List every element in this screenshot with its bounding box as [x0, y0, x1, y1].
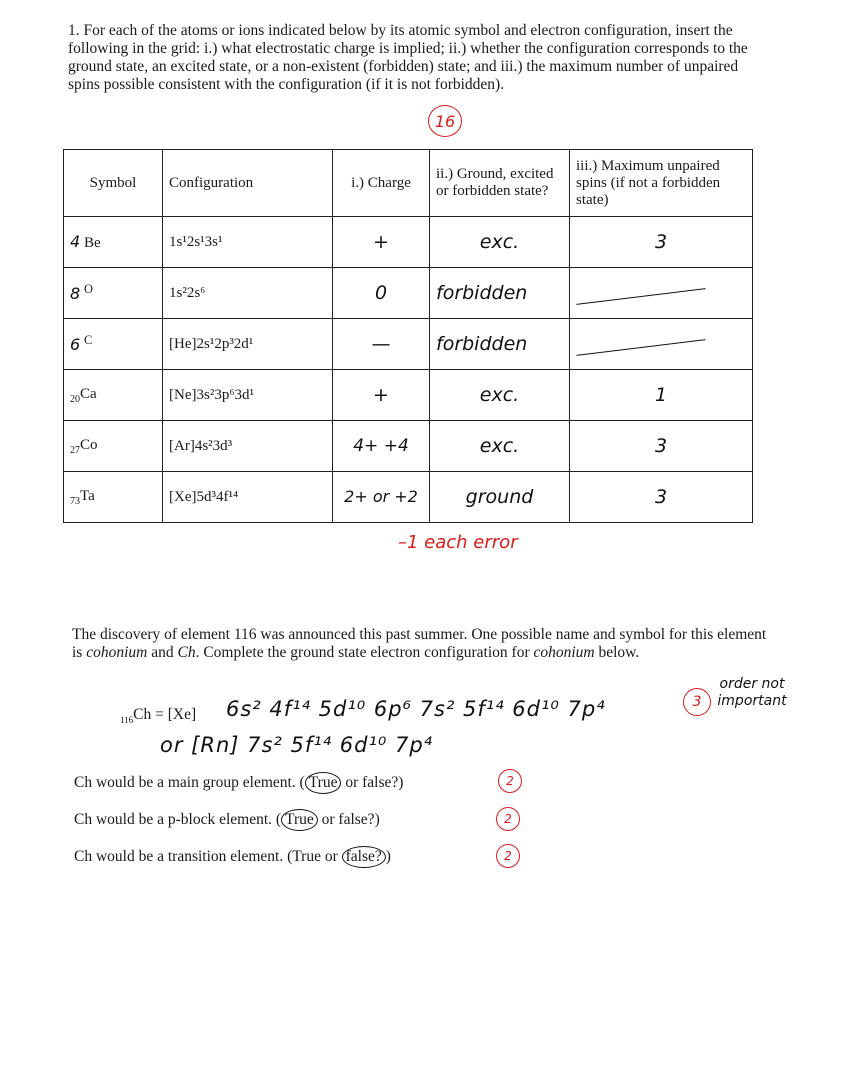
charge-cell: +	[333, 370, 430, 421]
element-symbol: Be	[83, 235, 101, 251]
spins-cell: 1	[570, 370, 753, 421]
state-cell: ground	[430, 472, 570, 523]
circled-answer: True	[305, 772, 342, 794]
charge-cell: 0	[333, 268, 430, 319]
order-note: order not important	[717, 676, 787, 709]
question-2-text-d: below.	[594, 644, 640, 661]
atomic-number: 8	[70, 284, 81, 303]
element-symbol: Ta	[80, 487, 95, 504]
tf-score-value: 2	[504, 849, 512, 863]
charge-cell: —	[333, 319, 430, 370]
tf-question	[74, 846, 391, 868]
element-symbol: O	[83, 282, 93, 296]
table-row	[64, 472, 753, 523]
question-1-score	[428, 105, 462, 137]
state-cell: exc.	[430, 370, 570, 421]
atomic-number: 4	[70, 232, 81, 251]
state-cell: forbidden	[430, 319, 570, 370]
question-2-score-value: 3	[692, 694, 702, 710]
tf-before: Ch would be a p-block element. (	[74, 811, 282, 828]
symbol-cell	[64, 370, 163, 421]
strike-line	[576, 339, 705, 356]
symbol-cell	[64, 472, 163, 523]
question-2-text	[72, 626, 772, 662]
configuration-cell: [He]2s¹2p³2d¹	[163, 319, 333, 370]
configuration-cell: [Xe]5d³4f¹⁴	[163, 472, 333, 523]
grading-note: –1 each error	[398, 532, 518, 553]
header-charge: i.) Charge	[333, 150, 430, 217]
config-label-text: Ch = [Xe]	[133, 706, 197, 723]
tf-after: or false?)	[317, 811, 380, 828]
tf-after: )	[385, 848, 391, 865]
answer-line-1: 6s² 4f¹⁴ 5d¹⁰ 6p⁶ 7s² 5f¹⁴ 6d¹⁰ 7p⁴	[226, 697, 606, 721]
header-state: ii.) Ground, excited or forbidden state?	[430, 150, 570, 217]
answer-line-2: or [Rn] 7s² 5f¹⁴ 6d¹⁰ 7p⁴	[160, 733, 434, 757]
element-symbol: C	[83, 333, 93, 347]
header-spins: iii.) Maximum unpaired spins (if not a forbidden state)	[570, 150, 753, 217]
tf-before: Ch would be a transition element. (True or	[74, 848, 342, 865]
spins-cell: 3	[570, 421, 753, 472]
header-symbol: Symbol	[64, 150, 163, 217]
element-name-2: cohonium	[533, 644, 595, 661]
state-cell: exc.	[430, 217, 570, 268]
tf-score	[496, 807, 520, 831]
tf-question	[74, 809, 380, 831]
table-row	[64, 268, 753, 319]
spins-cell	[570, 268, 753, 319]
symbol-cell	[64, 217, 163, 268]
spins-cell: 3	[570, 472, 753, 523]
header-configuration: Configuration	[163, 150, 333, 217]
charge-cell: 4+ +4	[333, 421, 430, 472]
config-prefix: 116	[120, 715, 134, 726]
spins-cell	[570, 319, 753, 370]
tf-score-value: 2	[506, 774, 514, 788]
grid-header-row	[64, 150, 753, 217]
tf-question	[74, 772, 403, 794]
question-2-score	[683, 688, 711, 716]
table-row	[64, 217, 753, 268]
question-2-text-b: and	[147, 644, 178, 661]
question-1-text: 1. For each of the atoms or ions indicated below by its atomic symbol and electron configuration, insert the following in the grid: i.) what electrostatic charge is implied; ii.) whether the configuration corresponds to the ground state, an excited state, or a non-existent (forbidden) state; and iii.) the maximum number of unpaired spins possible consistent with the configuration (if it is not forbidden).	[68, 22, 748, 93]
table-row	[64, 319, 753, 370]
atomic-number: 6	[70, 335, 81, 354]
circled-answer: True	[281, 809, 318, 831]
tf-after: or false?)	[341, 774, 404, 791]
symbol-cell	[64, 421, 163, 472]
configuration-cell: [Ne]3s²3p⁶3d¹	[163, 370, 333, 421]
element-symbol-italic: Ch	[177, 644, 196, 661]
spins-cell: 3	[570, 217, 753, 268]
tf-before: Ch would be a main group element. (	[74, 774, 305, 791]
state-cell: exc.	[430, 421, 570, 472]
table-row	[64, 421, 753, 472]
charge-cell: +	[333, 217, 430, 268]
tf-score	[498, 769, 522, 793]
circled-answer: false?	[342, 846, 386, 868]
atomic-number: 27	[70, 444, 80, 456]
table-row	[64, 370, 753, 421]
configuration-cell: [Ar]4s²3d³	[163, 421, 333, 472]
element-name: cohonium	[86, 644, 148, 661]
symbol-cell	[64, 268, 163, 319]
atomic-number: 73	[70, 495, 80, 507]
tf-score	[496, 844, 520, 868]
question-1-score-value: 16	[434, 111, 456, 131]
symbol-cell	[64, 319, 163, 370]
question-2-text-a: The discovery of element 116 was announced this past summer. One possible name and symbol for this element is	[72, 626, 767, 661]
tf-score-value: 2	[504, 812, 512, 826]
state-cell: forbidden	[430, 268, 570, 319]
answer-grid	[63, 149, 753, 523]
config-label	[120, 706, 196, 725]
configuration-cell: 1s¹2s¹3s¹	[163, 217, 333, 268]
element-symbol: Ca	[80, 385, 97, 402]
charge-cell: 2+ or +2	[333, 472, 430, 523]
strike-line	[576, 288, 705, 305]
atomic-number: 20	[70, 393, 80, 405]
configuration-cell: 1s²2s⁶	[163, 268, 333, 319]
question-2-text-c: . Complete the ground state electron configuration for	[195, 644, 534, 661]
element-symbol: Co	[80, 436, 98, 453]
